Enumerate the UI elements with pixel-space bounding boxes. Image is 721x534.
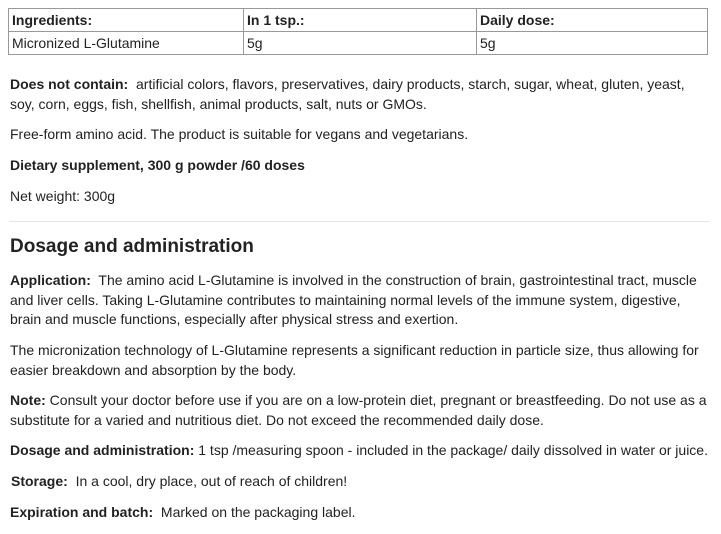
free-form-paragraph: Free-form amino acid. The product is suitable for vegans and vegetarians. bbox=[10, 126, 469, 142]
section-divider bbox=[9, 221, 709, 222]
expiration-paragraph bbox=[10, 503, 712, 523]
storage-label: Storage: bbox=[11, 473, 68, 489]
note-label: Note: bbox=[10, 392, 46, 408]
note-text: Consult your doctor before use if you are on a low-protein diet, pregnant or breastfeeding. Do not use as a substitute for a varied and nutritious diet. Do not exceed the recommended daily dose. bbox=[10, 392, 707, 428]
header-ingredients: Ingredients: bbox=[9, 9, 244, 32]
does-not-contain-label: Does not contain: bbox=[10, 76, 129, 92]
header-daily-dose: Daily dose: bbox=[477, 9, 708, 32]
dosage-label: Dosage and administration: bbox=[10, 442, 195, 458]
expiration-text: Marked on the packaging label. bbox=[160, 504, 356, 520]
table-row bbox=[9, 32, 708, 55]
does-not-contain-text: artificial colors, flavors, preservatives, dairy products, starch, sugar, wheat, gluten, yeast, soy, corn, eggs, fish, shellfish, animal products, salt, nuts or GMOs. bbox=[10, 76, 685, 112]
application-label: Application: bbox=[10, 272, 91, 288]
storage-text: In a cool, dry place, out of reach of children! bbox=[75, 473, 348, 489]
note-paragraph bbox=[10, 391, 712, 430]
cell-daily-dose: 5g bbox=[477, 32, 708, 55]
storage-paragraph bbox=[11, 472, 713, 492]
dosage-paragraph bbox=[10, 441, 712, 461]
table-header-row bbox=[9, 9, 708, 32]
header-per-tsp: In 1 tsp.: bbox=[244, 9, 477, 32]
does-not-contain-paragraph bbox=[10, 75, 712, 114]
application-text: The amino acid L-Glutamine is involved in the construction of brain, gastrointestinal tract, muscle and liver cells. Taking L-Glutamine contributes to maintaining normal levels of the immune system, digestive, brain and muscle functions, especially after physical stress and exertion. bbox=[10, 272, 697, 327]
expiration-label: Expiration and batch: bbox=[10, 504, 154, 520]
application-paragraph bbox=[10, 271, 712, 330]
supplement-line bbox=[10, 156, 712, 176]
supplement-line-text: Dietary supplement, 300 g powder /60 doses bbox=[10, 157, 305, 173]
dosage-text: 1 tsp /measuring spoon - included in the package/ daily dissolved in water or juice. bbox=[198, 442, 708, 458]
ingredients-table bbox=[8, 8, 708, 55]
cell-per-tsp: 5g bbox=[244, 32, 477, 55]
cell-ingredient-name: Micronized L-Glutamine bbox=[9, 32, 244, 55]
net-weight: Net weight: 300g bbox=[10, 188, 116, 204]
section-title: Dosage and administration bbox=[10, 236, 254, 257]
micronization-paragraph: The micronization technology of L-Glutamine represents a significant reduction in particle size, thus allowing for easier breakdown and absorption by the body. bbox=[10, 342, 699, 378]
